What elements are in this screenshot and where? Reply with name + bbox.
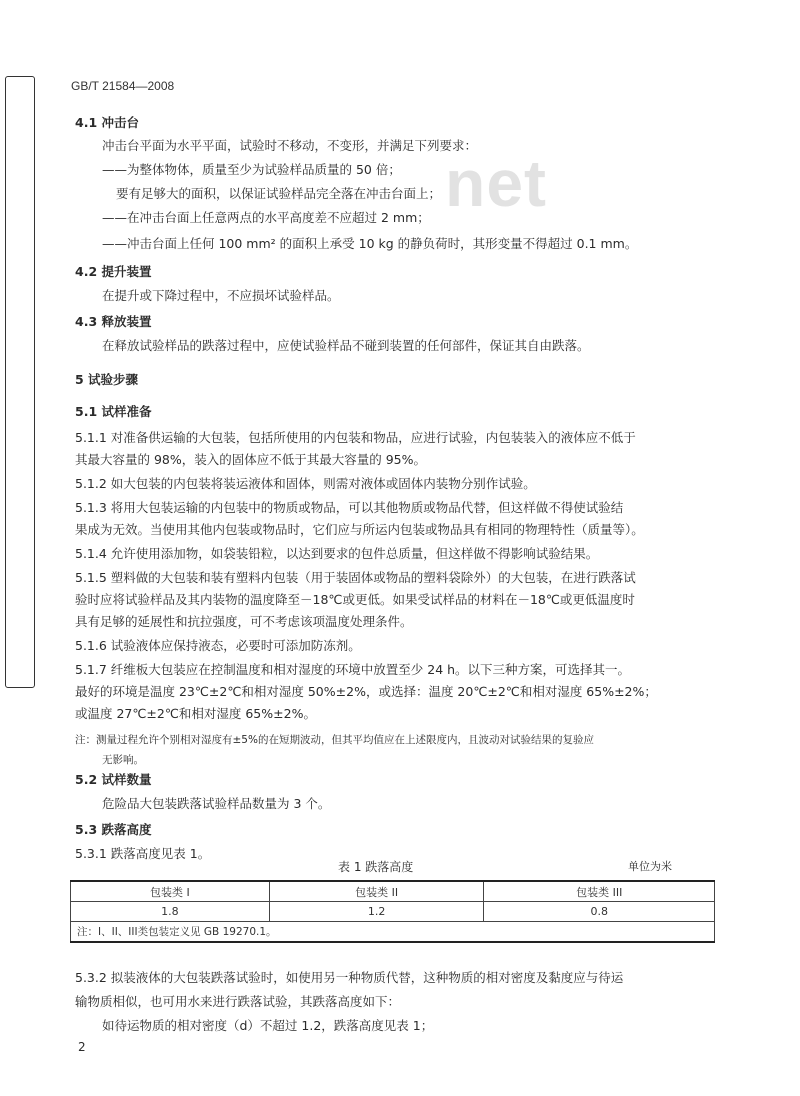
text-line: 要有足够大的面积，以保证试验样品完全落在冲击台面上； (116, 186, 442, 201)
binding-tab (5, 76, 35, 688)
table-header-cell: 包装类 I (71, 881, 270, 902)
text-line: 验时应将试验样品及其内装物的温度降至－18℃或更低。如果受试样品的材料在－18℃或更低温度时 (75, 592, 635, 607)
text-line: 最好的环境是温度 23℃±2℃和相对湿度 50%±2%，或选择：温度 20℃±2℃和相对湿度 65%±2%； (75, 684, 657, 699)
table-header-cell: 包装类 III (484, 881, 715, 902)
table-unit: 单位为米 (628, 860, 672, 873)
section-heading: 4.1 冲击台 (75, 115, 139, 130)
text-line: 5.1.7 纤维板大包装应在控制温度和相对湿度的环境中放置至少 24 h。以下三种方案，可选择其一。 (75, 662, 631, 677)
section-heading: 5.2 试样数量 (75, 772, 152, 787)
text-line: ——冲击台面上任何 100 mm² 的面积上承受 10 kg 的静负荷时，其形变量不得超过 0.1 mm。 (102, 236, 638, 251)
page-number: 2 (78, 1040, 86, 1054)
text-line: 5.1.2 如大包装的内包装将装运液体和固体，则需对液体或固体内装物分别作试验。 (75, 476, 536, 491)
table-title: 表 1 跌落高度 (338, 860, 414, 874)
text-line: 如待运物质的相对密度（d）不超过 1.2，跌落高度见表 1； (102, 1018, 434, 1033)
standard-code: GB/T 21584—2008 (71, 79, 175, 93)
section-heading: 5 试验步骤 (75, 372, 139, 387)
text-line: 5.1.5 塑料做的大包装和装有塑料内包装（用于装固体或物品的塑料袋除外）的大包装，在进行跌落试 (75, 570, 636, 585)
text-line: 具有足够的延展性和抗拉强度，可不考虑该项温度处理条件。 (75, 614, 413, 629)
text-line: 5.3.2 拟装液体的大包装跌落试验时，如使用另一种物质代替，这种物质的相对密度及黏度应与待运 (75, 970, 624, 985)
section-heading: 4.3 释放装置 (75, 314, 152, 329)
text-line: 在释放试验样品的跌落过程中，应使试验样品不碰到装置的任何部件，保证其自由跌落。 (102, 338, 590, 353)
text-line: ——在冲击台面上任意两点的水平高度差不应超过 2 mm； (102, 210, 430, 225)
drop-height-table (70, 880, 715, 943)
table-cell: 1.8 (71, 902, 270, 922)
text-line: 其最大容量的 98%，装入的固体应不低于其最大容量的 95%。 (75, 452, 427, 467)
table-row (71, 902, 715, 922)
text-line: 危险品大包装跌落试验样品数量为 3 个。 (102, 796, 331, 811)
section-heading: 5.1 试样准备 (75, 404, 152, 419)
section-heading: 4.2 提升装置 (75, 264, 152, 279)
text-line: 或温度 27℃±2℃和相对湿度 65%±2%。 (75, 706, 316, 721)
text-line: 注：测量过程允许个别相对湿度有±5%的在短期波动，但其平均值应在上述限度内，且波动对试验结果的复验应 (75, 734, 594, 746)
text-line: 果成为无效。当使用其他内包装或物品时，它们应与所运内包装或物品具有相同的物理特性（质量等）。 (75, 522, 644, 537)
text-line: 5.1.1 对准备供运输的大包装，包括所使用的内包装和物品，应进行试验，内包装装入的液体应不低于 (75, 430, 636, 445)
text-line: 冲击台平面为水平平面，试验时不移动，不变形，并满足下列要求： (102, 138, 478, 153)
text-line: 5.1.4 允许使用添加物，如袋装铅粒，以达到要求的包件总质量，但这样做不得影响试验结果。 (75, 546, 599, 561)
text-line: 在提升或下降过程中，不应损坏试验样品。 (102, 288, 340, 303)
watermark: net (445, 146, 547, 220)
table-note-row (71, 922, 715, 943)
table-header-cell: 包装类 II (269, 881, 484, 902)
table-cell: 1.2 (269, 902, 484, 922)
table-note: 注：I、II、III类包装定义见 GB 19270.1。 (71, 922, 715, 943)
text-line: 无影响。 (102, 754, 144, 766)
table-cell: 0.8 (484, 902, 715, 922)
section-heading: 5.3 跌落高度 (75, 822, 152, 837)
text-line: 5.3.1 跌落高度见表 1。 (75, 846, 211, 861)
text-line: 5.1.6 试验液体应保持液态，必要时可添加防冻剂。 (75, 638, 361, 653)
text-line: 输物质相似，也可用水来进行跌落试验，其跌落高度如下： (75, 994, 401, 1009)
text-line: ——为整体物体，质量至少为试验样品质量的 50 倍； (102, 162, 401, 177)
text-line: 5.1.3 将用大包装运输的内包装中的物质或物品，可以其他物质或物品代替，但这样做不得使试验结 (75, 500, 624, 515)
table-header-row (71, 881, 715, 902)
